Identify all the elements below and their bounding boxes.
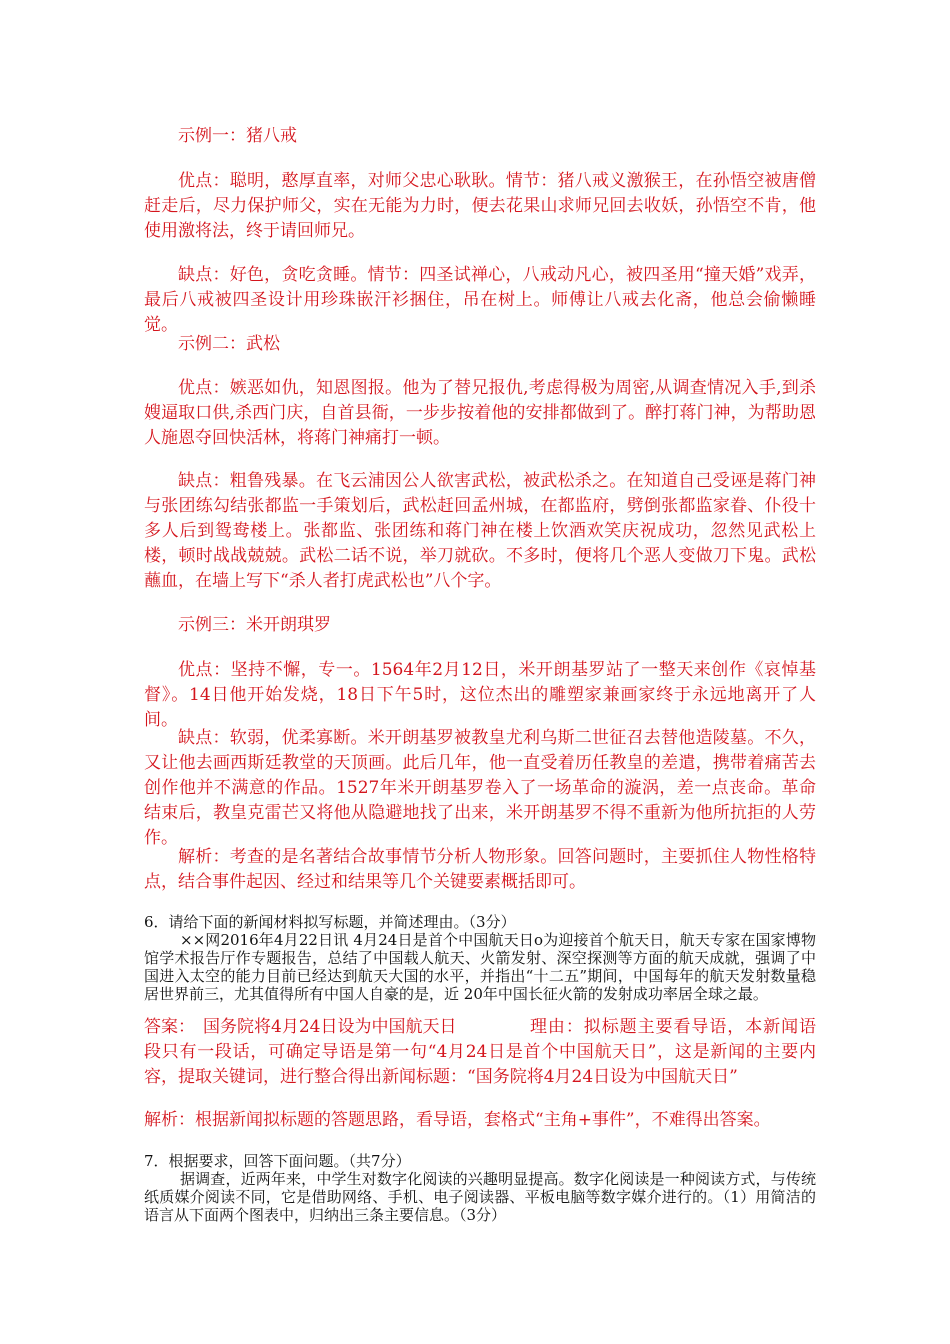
question-6-answer-label: 答案：	[144, 1017, 195, 1037]
question-7-body: 据调查，近两年来，中学生对数字化阅读的兴趣明显提高。数字化阅读是一种阅读方式，与传统纸质媒介阅读不同，它是借助网络、手机、电子阅读器、平板电脑等数字媒介进行的。（1）用简洁的语言从下面两个图表中，归纳出三条主要信息。（3分）	[144, 1170, 816, 1224]
question-6-title: 6．请给下面的新闻材料拟写标题，并简述理由。（3分）	[144, 913, 516, 931]
question-6-reason: 理由：拟标题主要看导语，本新闻语段只有一段话，可确定导语是第一句“4月24日是首个中国航天日”，这是新闻的主要内容，提取关键词，进行整合得出新闻标题：“国务院将4月24日设为中国航天日”	[144, 1017, 816, 1087]
example-2-pros: 优点：嫉恶如仇，知恩图报。他为了替兄报仇,考虑得极为周密,从调查情况入手,到杀嫂逼取口供,杀西门庆，自首县衙，一步步按着他的安排都做到了。醉打蒋门神，为帮助恩人施恩夺回快活林，将蒋门神痛打一顿。	[144, 378, 816, 448]
example-1-cons: 缺点：好色，贪吃贪睡。情节：四圣试禅心，八戒动凡心，被四圣用“撞天婚”戏弄，最后八戒被四圣设计用珍珠嵌汗衫捆住，吊在树上。师傅让八戒去化斋，他总会偷懒睡觉。	[144, 265, 816, 335]
example-3-pros: 优点：坚持不懈，专一。1564年2月12日，米开朗基罗站了一整天来创作《哀悼基督》。14日他开始发烧，18日下午5时，这位杰出的雕塑家兼画家终于永远地离开了人间。	[144, 660, 816, 730]
example-2-cons: 缺点：粗鲁残暴。在飞云浦因公人欲害武松，被武松杀之。在知道自己受诬是蒋门神与张团练勾结张都监一手策划后，武松赶回孟州城，在都监府，劈倒张都监家眷、仆役十多人后到鸳鸯楼上。张都监、张团练和蒋门神在楼上饮酒欢笑庆祝成功，忽然见武松上楼，顿时战战兢兢。武松二话不说，举刀就砍。不多时，便将几个恶人变做刀下鬼。武松蘸血，在墙上写下“杀人者打虎武松也”八个字。	[144, 471, 816, 591]
example-1-pros: 优点：聪明，憨厚直率，对师父忠心耿耿。情节：猪八戒义激猴王，在孙悟空被唐僧赶走后，尽力保护师父，实在无能为力时，便去花果山求师兄回去收妖，孙悟空不肯，他使用激将法，终于请回师兄。	[144, 171, 816, 241]
question-6-answer: 国务院将4月24日设为中国航天日	[203, 1017, 457, 1037]
example-3-cons: 缺点：软弱，优柔寡断。米开朗基罗被教皇尤利乌斯二世征召去替他造陵墓。不久，又让他去画西斯廷教堂的天顶画。此后几年，他一直受着历任教皇的差遣，携带着痛苦去创作他并不满意的作品。1527年米开朗基罗卷入了一场革命的漩涡，差一点丧命。革命结束后，教皇克雷芒又将他从隐避地找了出来，米开朗基罗不得不重新为他所抗拒的人劳作。	[144, 728, 816, 848]
example-2-title: 示例二：武松	[178, 334, 280, 354]
example-1-title: 示例一：猪八戒	[178, 126, 297, 146]
question-7-title: 7．根据要求，回答下面问题。（共7分）	[144, 1152, 411, 1170]
question-6-news: ××网2016年4月22日讯 4月24日是首个中国航天日ο为迎接首个航天日，航天专家在国家博物馆学术报告厅作专题报告，总结了中国载人航天、火箭发射、深空探测等方面的航天成就，强调了中国进入太空的能力目前已经达到航天大国的水平，并指出“十二五”期间，中国每年的航天发射数量稳居世界前三，尤其值得所有中国人自豪的是，近 20年中国长征火箭的发射成功率居全球之最。	[144, 931, 816, 1003]
analysis-paragraph: 解析：考查的是名著结合故事情节分析人物形象。回答问题时，主要抓住人物性格特点，结合事件起因、经过和结果等几个关键要素概括即可。	[144, 847, 816, 892]
question-6-analysis: 解析：根据新闻拟标题的答题思路，看导语，套格式“主角+事件”，不难得出答案。	[144, 1110, 771, 1130]
example-3-title: 示例三：米开朗琪罗	[178, 615, 331, 635]
